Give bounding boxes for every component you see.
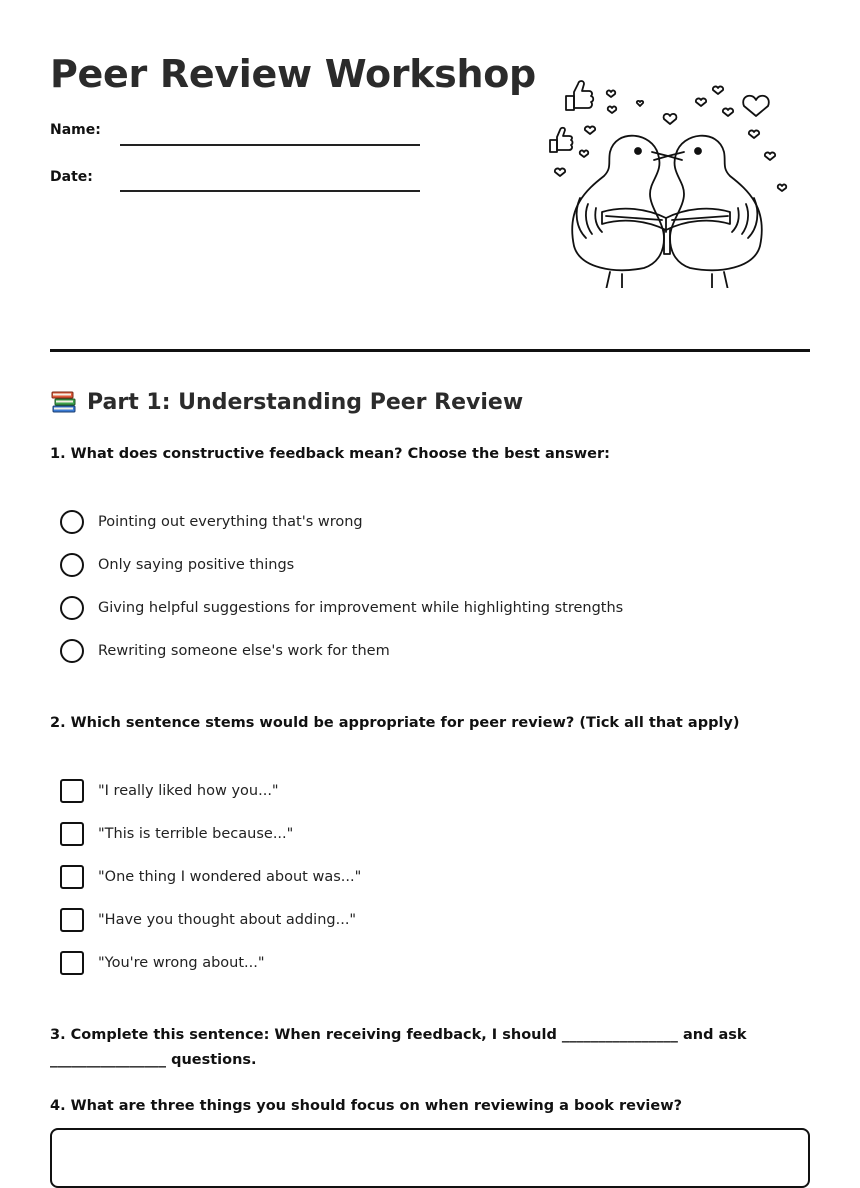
question-3-text: questions.	[171, 1052, 257, 1068]
left-bird	[572, 136, 668, 288]
radio-option[interactable]	[60, 639, 390, 663]
option-label: Giving helpful suggestions for improvement while highlighting strengths	[98, 600, 624, 616]
date-field[interactable]	[120, 190, 420, 192]
hearts-decoration	[555, 87, 786, 191]
checkbox-option[interactable]	[60, 865, 361, 889]
page-title: Peer Review Workshop	[50, 52, 536, 96]
option-label: "You're wrong about..."	[98, 955, 265, 971]
name-field[interactable]	[120, 144, 420, 146]
option-label: "This is terrible because..."	[98, 826, 294, 842]
option-label: "One thing I wondered about was..."	[98, 869, 362, 885]
checkbox[interactable]	[60, 822, 84, 846]
radio-button[interactable]	[60, 596, 84, 620]
radio-button[interactable]	[60, 553, 84, 577]
radio-button[interactable]	[60, 639, 84, 663]
thumbs-up-icon	[550, 128, 573, 152]
checkbox-option[interactable]	[60, 822, 293, 846]
checkbox-option[interactable]	[60, 951, 265, 975]
question-3-text: and ask	[682, 1027, 747, 1043]
section-heading	[50, 388, 523, 416]
date-label: Date:	[50, 169, 93, 185]
section-divider	[50, 349, 810, 352]
checkbox[interactable]	[60, 865, 84, 889]
radio-option[interactable]	[60, 596, 623, 620]
question-3-text: 3. Complete this sentence: When receiving feedback, I should	[50, 1027, 557, 1043]
radio-option[interactable]	[60, 510, 363, 534]
thumbs-up-icon	[566, 81, 593, 110]
answer-box[interactable]	[50, 1128, 810, 1188]
option-label: Rewriting someone else's work for them	[98, 643, 390, 659]
fill-in-blank[interactable]: ________________	[50, 1052, 166, 1068]
question-3	[50, 1023, 814, 1073]
question-4: 4. What are three things you should focus on when reviewing a book review?	[50, 1098, 683, 1114]
books-icon	[50, 388, 78, 416]
question-1: 1. What does constructive feedback mean? Choose the best answer:	[50, 446, 610, 462]
question-2: 2. Which sentence stems would be appropriate for peer review? (Tick all that apply)	[50, 715, 740, 731]
name-label: Name:	[50, 122, 101, 138]
fill-in-blank[interactable]: ________________	[561, 1027, 678, 1043]
checkbox[interactable]	[60, 908, 84, 932]
option-label: Pointing out everything that's wrong	[98, 514, 363, 530]
option-label: "I really liked how you..."	[98, 783, 279, 799]
radio-option[interactable]	[60, 553, 294, 577]
checkbox-option[interactable]	[60, 779, 279, 803]
section-title: Part 1: Understanding Peer Review	[87, 389, 524, 415]
option-label: Only saying positive things	[98, 557, 295, 573]
open-book	[602, 209, 730, 254]
checkbox-option[interactable]	[60, 908, 356, 932]
checkbox[interactable]	[60, 951, 84, 975]
checkbox[interactable]	[60, 779, 84, 803]
radio-button[interactable]	[60, 510, 84, 534]
birds-reading-illustration	[540, 78, 800, 288]
option-label: "Have you thought about adding..."	[98, 912, 357, 928]
